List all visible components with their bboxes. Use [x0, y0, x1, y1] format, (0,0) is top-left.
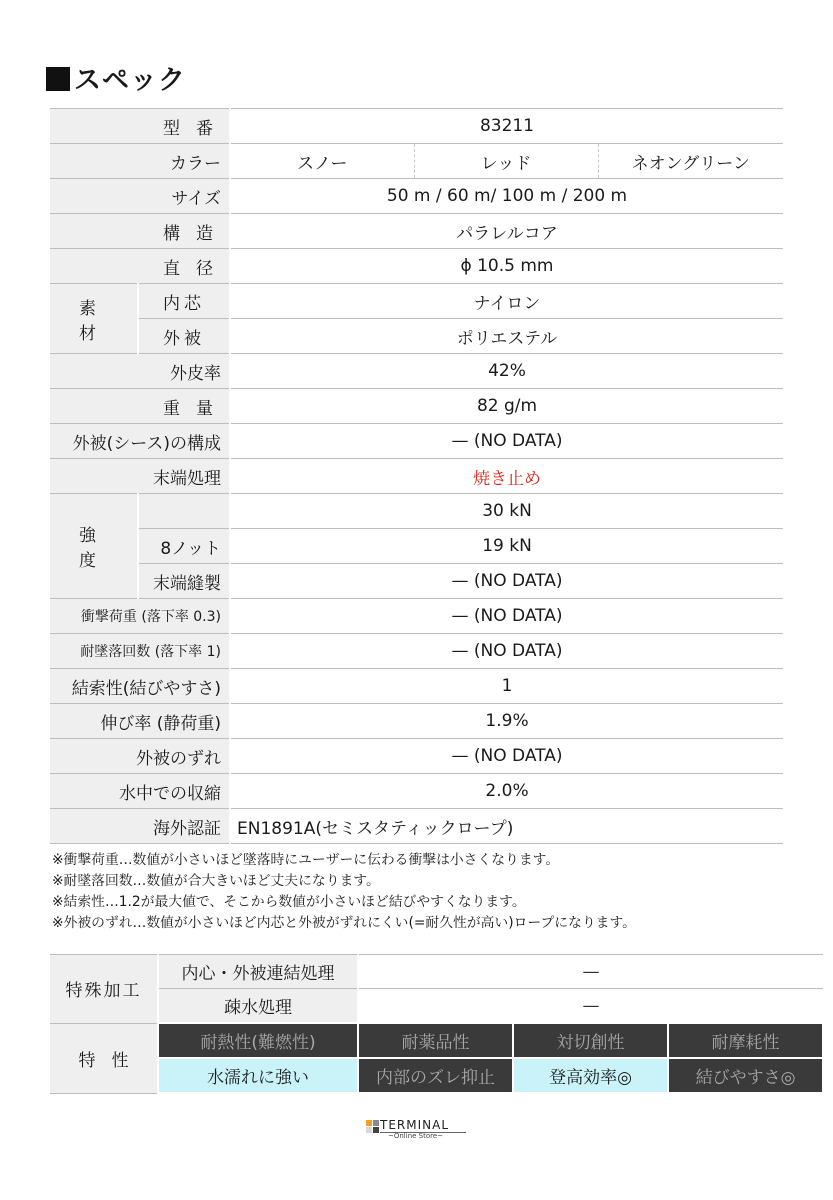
brand-tagline: ~Online Store~ — [388, 1132, 444, 1140]
spec-label: 伸び率 (静荷重) — [50, 704, 230, 739]
spec-row-material-core — [50, 284, 783, 319]
spec-row-size — [50, 179, 783, 214]
notes — [52, 850, 636, 934]
feature-row-1 — [50, 1023, 823, 1058]
spec-label: 水中での収縮 — [50, 774, 230, 809]
note-line: ※外被のずれ…数値が小さいほど内芯と外被がずれにくい(=耐久性が高い)ロープになります。 — [52, 915, 636, 931]
logo-square-icon — [373, 1120, 379, 1126]
feature-cell: 耐薬品性 — [358, 1023, 513, 1058]
spec-row-material-sheath — [50, 319, 783, 354]
brand-name: TERMINAL — [380, 1118, 450, 1132]
spec-row-fall-count — [50, 634, 783, 669]
spec-sublabel: 末端縫製 — [138, 564, 230, 599]
feature-cell: 結びやすさ◎ — [668, 1058, 823, 1093]
spec-row-model — [50, 109, 783, 144]
color-value: スノー — [230, 144, 414, 179]
spec-row-water-shrink — [50, 774, 783, 809]
spec-label: 重量 — [50, 389, 230, 424]
feature-cell: 耐摩耗性 — [668, 1023, 823, 1058]
page-title — [46, 58, 186, 97]
note-line: ※衝撃荷重…数値が小さいほど墜落時にユーザーに伝わる衝撃は小さくなります。 — [52, 852, 560, 868]
spec-label: 外被のずれ — [50, 739, 230, 774]
spec-group-label: 強度 — [50, 494, 138, 599]
spec-value: パラレルコア — [456, 223, 558, 244]
spec-label: サイズ — [50, 179, 230, 214]
spec-value: ポリエステル — [456, 328, 558, 349]
feature-cell: 耐熱性(難燃性) — [158, 1023, 358, 1058]
spec-row-certification — [50, 809, 783, 844]
spec-value: EN1891A(セミスタティックロープ) — [237, 818, 514, 839]
special-value: — — [582, 995, 600, 1016]
spec-value: — (NO DATA) — [451, 571, 563, 591]
spec-row-strength-2 — [50, 529, 783, 564]
spec-sublabel: 内芯 — [138, 284, 230, 319]
spec-label: 型番 — [50, 109, 230, 144]
spec-value: ナイロン — [473, 293, 541, 314]
spec-row-strength-3 — [50, 564, 783, 599]
color-value: レッド — [414, 144, 598, 179]
spec-label: 結索性(結びやすさ) — [50, 669, 230, 704]
special-row-1 — [50, 955, 823, 989]
spec-value: 2.0% — [485, 781, 529, 801]
spec-value: — (NO DATA) — [451, 606, 563, 626]
color-value: ネオングリーン — [631, 153, 750, 174]
features-table — [50, 954, 824, 1094]
spec-sublabel: 外被 — [138, 319, 230, 354]
feature-row-2 — [50, 1058, 823, 1093]
spec-row-end-treatment — [50, 459, 783, 494]
spec-value: — (NO DATA) — [451, 746, 563, 766]
spec-sublabel — [138, 494, 230, 529]
footer-logo — [366, 1118, 476, 1144]
feature-cell-active: 水濡れに強い — [158, 1058, 358, 1093]
feature-cell: 内部のズレ抑止 — [358, 1058, 513, 1093]
logo-square-icon — [366, 1120, 372, 1126]
spec-value: — (NO DATA) — [451, 641, 563, 661]
spec-value: 1 — [501, 676, 513, 696]
spec-value: 82 g/m — [476, 396, 538, 416]
spec-row-weight — [50, 389, 783, 424]
spec-sublabel: 8ノット — [138, 529, 230, 564]
spec-row-sheath-ratio — [50, 354, 783, 389]
square-bullet-icon — [46, 67, 70, 91]
logo-square-icon — [366, 1127, 372, 1133]
spec-row-knotability — [50, 669, 783, 704]
spec-value: — (NO DATA) — [451, 431, 563, 451]
spec-value: 42% — [488, 361, 526, 381]
spec-label: 耐墜落回数 (落下率 1) — [50, 634, 230, 669]
spec-table — [50, 108, 783, 844]
page-title-text: スペック — [74, 65, 186, 96]
spec-value: ϕ 10.5 mm — [460, 256, 554, 276]
features-group-label: 特性 — [50, 1023, 158, 1093]
special-row-2 — [50, 989, 823, 1024]
spec-value: 19 kN — [482, 536, 532, 556]
spec-row-sheath-slip — [50, 739, 783, 774]
feature-cell-active: 登高効率◎ — [513, 1058, 668, 1093]
spec-row-diameter — [50, 249, 783, 284]
spec-row-sheath-construction — [50, 424, 783, 459]
spec-group-label: 素材 — [50, 284, 138, 354]
spec-row-elongation — [50, 704, 783, 739]
spec-label: 直径 — [50, 249, 230, 284]
spec-value: 1.9% — [485, 711, 529, 731]
special-sublabel: 内心・外被連結処理 — [158, 955, 358, 989]
feature-cell: 対切創性 — [513, 1023, 668, 1058]
spec-row-impact-force — [50, 599, 783, 634]
note-line: ※耐墜落回数…数値が合大きいほど丈夫になります。 — [52, 873, 380, 889]
spec-label: 海外認証 — [50, 809, 230, 844]
spec-value: 83211 — [479, 116, 535, 136]
note-line: ※結索性…1.2が最大値で、そこから数値が小さいほど結びやすくなります。 — [52, 894, 526, 910]
special-value: — — [582, 961, 600, 982]
spec-label: 外被(シース)の構成 — [50, 424, 230, 459]
special-sublabel: 疎水処理 — [158, 989, 358, 1024]
logo-square-icon — [373, 1127, 379, 1133]
spec-value: 50 m / 60 m/ 100 m / 200 m — [386, 186, 628, 206]
spec-label: カラー — [50, 144, 230, 179]
spec-label: 構造 — [50, 214, 230, 249]
spec-row-color — [50, 144, 783, 179]
spec-value-highlight: 焼き止め — [473, 468, 541, 489]
spec-label: 外皮率 — [50, 354, 230, 389]
spec-label: 衝撃荷重 (落下率 0.3) — [50, 599, 230, 634]
spec-row-structure — [50, 214, 783, 249]
spec-label: 末端処理 — [50, 459, 230, 494]
spec-row-strength-1 — [50, 494, 783, 529]
spec-value: 30 kN — [482, 501, 532, 521]
special-group-label: 特殊加工 — [50, 955, 158, 1024]
